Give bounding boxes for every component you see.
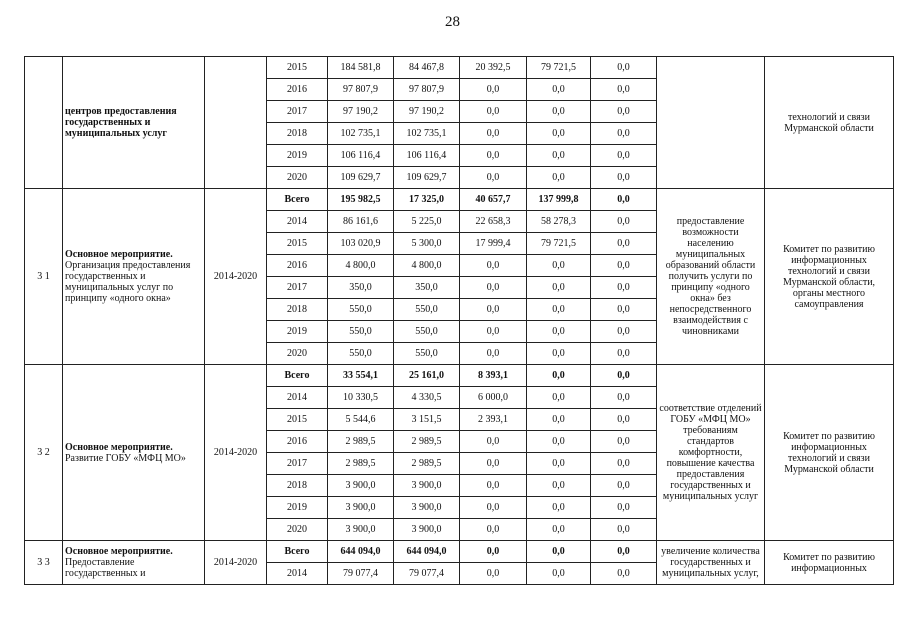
- expected-result: соответствие отделений ГОБУ «МФЦ МО» требованиям стандартов комфортности, повышение качества предоставления государственных и муниципальных услуг: [657, 365, 765, 541]
- amount-cell: 0,0: [591, 211, 657, 233]
- amount-cell: 58 278,3: [527, 211, 591, 233]
- amount-cell: 106 116,4: [394, 145, 460, 167]
- amount-cell: 97 807,9: [328, 79, 394, 101]
- amount-cell: 0,0: [460, 343, 527, 365]
- amount-cell: 22 658,3: [460, 211, 527, 233]
- amount-cell: 5 225,0: [394, 211, 460, 233]
- year-cell: 2015: [267, 57, 328, 79]
- year-cell: 2014: [267, 387, 328, 409]
- amount-cell: 0,0: [591, 475, 657, 497]
- amount-cell: 0,0: [460, 79, 527, 101]
- amount-cell: 3 900,0: [394, 497, 460, 519]
- amount-cell: 0,0: [527, 519, 591, 541]
- amount-cell: 0,0: [527, 409, 591, 431]
- amount-cell: 2 989,5: [328, 431, 394, 453]
- amount-cell: 184 581,8: [328, 57, 394, 79]
- year-cell: 2015: [267, 409, 328, 431]
- amount-cell: 0,0: [591, 497, 657, 519]
- measure-name: [63, 541, 205, 585]
- amount-cell: 0,0: [527, 475, 591, 497]
- amount-cell: 10 330,5: [328, 387, 394, 409]
- measure-name-bold: Основное мероприятие.: [65, 546, 173, 557]
- year-cell: 2017: [267, 277, 328, 299]
- amount-cell: 20 392,5: [460, 57, 527, 79]
- amount-cell: 106 116,4: [328, 145, 394, 167]
- amount-cell: 0,0: [591, 79, 657, 101]
- year-cell: 2014: [267, 211, 328, 233]
- amount-cell: 0,0: [460, 299, 527, 321]
- amount-cell: 97 807,9: [394, 79, 460, 101]
- amount-cell: 0,0: [527, 145, 591, 167]
- amount-cell: 4 330,5: [394, 387, 460, 409]
- year-cell: 2016: [267, 431, 328, 453]
- amount-cell: 0,0: [527, 299, 591, 321]
- amount-cell: 4 800,0: [394, 255, 460, 277]
- amount-cell: 3 900,0: [394, 519, 460, 541]
- year-cell: 2020: [267, 343, 328, 365]
- amount-cell: 3 151,5: [394, 409, 460, 431]
- amount-cell: 0,0: [591, 409, 657, 431]
- amount-cell: 25 161,0: [394, 365, 460, 387]
- period: 2014-2020: [205, 189, 267, 365]
- page-number: 28: [445, 14, 460, 30]
- amount-cell: 0,0: [591, 453, 657, 475]
- amount-cell: 0,0: [460, 101, 527, 123]
- executor: Комитет по развитию информационных технологий и связи Мурманской области: [765, 365, 894, 541]
- row-index: [25, 57, 63, 189]
- amount-cell: 79 077,4: [394, 563, 460, 585]
- amount-cell: 550,0: [394, 299, 460, 321]
- amount-cell: 102 735,1: [328, 123, 394, 145]
- amount-cell: 0,0: [460, 519, 527, 541]
- period: 2014-2020: [205, 365, 267, 541]
- amount-cell: 33 554,1: [328, 365, 394, 387]
- amount-cell: 0,0: [591, 101, 657, 123]
- amount-cell: 0,0: [527, 365, 591, 387]
- measure-name-bold: Основное мероприятие.: [65, 249, 173, 260]
- amount-cell: 550,0: [328, 343, 394, 365]
- row-index: 3 3: [25, 541, 63, 585]
- year-cell: 2014: [267, 563, 328, 585]
- amount-cell: 84 467,8: [394, 57, 460, 79]
- measure-name-text: Развитие ГОБУ «МФЦ МО»: [65, 452, 186, 464]
- measure-name: [63, 365, 205, 541]
- amount-cell: 6 000,0: [460, 387, 527, 409]
- amount-cell: 0,0: [527, 541, 591, 563]
- amount-cell: 0,0: [527, 343, 591, 365]
- amount-cell: 0,0: [460, 541, 527, 563]
- amount-cell: 40 657,7: [460, 189, 527, 211]
- table-row: [25, 541, 894, 563]
- amount-cell: 0,0: [591, 189, 657, 211]
- measure-name-bold: центров предоставления государственных и муниципальных услуг: [65, 106, 177, 139]
- amount-cell: 109 629,7: [328, 167, 394, 189]
- year-cell: 2016: [267, 255, 328, 277]
- amount-cell: 3 900,0: [328, 475, 394, 497]
- amount-cell: 550,0: [328, 299, 394, 321]
- year-cell: 2017: [267, 101, 328, 123]
- amount-cell: 0,0: [591, 57, 657, 79]
- amount-cell: 2 989,5: [394, 431, 460, 453]
- amount-cell: 195 982,5: [328, 189, 394, 211]
- amount-cell: 2 989,5: [328, 453, 394, 475]
- amount-cell: 550,0: [328, 321, 394, 343]
- expected-result: увеличение количества государственных и муниципальных услуг,: [657, 541, 765, 585]
- measure-name: [63, 57, 205, 189]
- expected-result: предоставление возможности населению муниципальных образований области получить услуги по принципу «одного окна» без непосредственного взаимодействия с чиновниками: [657, 189, 765, 365]
- row-index: 3 2: [25, 365, 63, 541]
- amount-cell: 3 900,0: [328, 497, 394, 519]
- amount-cell: 644 094,0: [328, 541, 394, 563]
- amount-cell: 0,0: [591, 343, 657, 365]
- amount-cell: 644 094,0: [394, 541, 460, 563]
- measure-name-bold: Основное мероприятие.: [65, 441, 173, 453]
- amount-cell: 17 325,0: [394, 189, 460, 211]
- executor: Комитет по развитию информационных: [765, 541, 894, 585]
- amount-cell: 97 190,2: [394, 101, 460, 123]
- amount-cell: 0,0: [591, 123, 657, 145]
- amount-cell: 2 393,1: [460, 409, 527, 431]
- amount-cell: 0,0: [460, 475, 527, 497]
- amount-cell: 0,0: [527, 123, 591, 145]
- year-cell: Всего: [267, 541, 328, 563]
- amount-cell: 0,0: [460, 321, 527, 343]
- table-row: [25, 57, 894, 79]
- amount-cell: 2 989,5: [394, 453, 460, 475]
- amount-cell: 0,0: [591, 145, 657, 167]
- amount-cell: 0,0: [591, 431, 657, 453]
- amount-cell: 0,0: [460, 145, 527, 167]
- program-funding-table: [24, 56, 894, 585]
- amount-cell: 3 900,0: [394, 475, 460, 497]
- amount-cell: 79 721,5: [527, 57, 591, 79]
- amount-cell: 0,0: [460, 497, 527, 519]
- measure-name: [63, 189, 205, 365]
- amount-cell: 350,0: [394, 277, 460, 299]
- amount-cell: 5 544,6: [328, 409, 394, 431]
- amount-cell: 0,0: [460, 123, 527, 145]
- amount-cell: 0,0: [591, 519, 657, 541]
- year-cell: 2017: [267, 453, 328, 475]
- period: 2014-2020: [205, 541, 267, 585]
- executor: технологий и связи Мурманской области: [765, 57, 894, 189]
- amount-cell: 0,0: [591, 167, 657, 189]
- amount-cell: 0,0: [591, 255, 657, 277]
- amount-cell: 0,0: [527, 101, 591, 123]
- year-cell: 2016: [267, 79, 328, 101]
- year-cell: Всего: [267, 189, 328, 211]
- amount-cell: 0,0: [460, 167, 527, 189]
- table-row: [25, 189, 894, 211]
- amount-cell: 97 190,2: [328, 101, 394, 123]
- amount-cell: 0,0: [527, 453, 591, 475]
- amount-cell: 550,0: [394, 321, 460, 343]
- year-cell: 2018: [267, 475, 328, 497]
- amount-cell: 79 077,4: [328, 563, 394, 585]
- amount-cell: 0,0: [527, 277, 591, 299]
- year-cell: 2019: [267, 145, 328, 167]
- amount-cell: 0,0: [460, 277, 527, 299]
- amount-cell: 0,0: [591, 387, 657, 409]
- amount-cell: 0,0: [591, 563, 657, 585]
- amount-cell: 3 900,0: [328, 519, 394, 541]
- amount-cell: 0,0: [460, 453, 527, 475]
- amount-cell: 17 999,4: [460, 233, 527, 255]
- amount-cell: 0,0: [460, 431, 527, 453]
- amount-cell: 0,0: [460, 563, 527, 585]
- executor: Комитет по развитию информационных технологий и связи Мурманской области, органы местного самоуправления: [765, 189, 894, 365]
- expected-result: [657, 57, 765, 189]
- amount-cell: 0,0: [527, 497, 591, 519]
- table-row: [25, 365, 894, 387]
- amount-cell: 0,0: [591, 321, 657, 343]
- amount-cell: 0,0: [527, 321, 591, 343]
- amount-cell: 0,0: [527, 167, 591, 189]
- amount-cell: 0,0: [591, 277, 657, 299]
- amount-cell: 4 800,0: [328, 255, 394, 277]
- amount-cell: 0,0: [527, 563, 591, 585]
- year-cell: 2018: [267, 123, 328, 145]
- amount-cell: 0,0: [527, 255, 591, 277]
- amount-cell: 0,0: [591, 541, 657, 563]
- measure-name-text: Предоставление государственных и: [65, 557, 146, 579]
- amount-cell: 0,0: [527, 431, 591, 453]
- measure-name-text: Организация предоставления государственных и муниципальных услуг по принципу «одного окна»: [65, 260, 191, 304]
- amount-cell: 103 020,9: [328, 233, 394, 255]
- amount-cell: 550,0: [394, 343, 460, 365]
- year-cell: 2020: [267, 519, 328, 541]
- row-index: 3 1: [25, 189, 63, 365]
- amount-cell: 109 629,7: [394, 167, 460, 189]
- year-cell: Всего: [267, 365, 328, 387]
- amount-cell: 0,0: [527, 79, 591, 101]
- amount-cell: 79 721,5: [527, 233, 591, 255]
- amount-cell: 8 393,1: [460, 365, 527, 387]
- amount-cell: 350,0: [328, 277, 394, 299]
- amount-cell: 0,0: [591, 365, 657, 387]
- year-cell: 2015: [267, 233, 328, 255]
- amount-cell: 0,0: [527, 387, 591, 409]
- amount-cell: 137 999,8: [527, 189, 591, 211]
- period: [205, 57, 267, 189]
- amount-cell: 102 735,1: [394, 123, 460, 145]
- year-cell: 2020: [267, 167, 328, 189]
- amount-cell: 5 300,0: [394, 233, 460, 255]
- amount-cell: 86 161,6: [328, 211, 394, 233]
- year-cell: 2018: [267, 299, 328, 321]
- year-cell: 2019: [267, 321, 328, 343]
- amount-cell: 0,0: [591, 233, 657, 255]
- amount-cell: 0,0: [460, 255, 527, 277]
- year-cell: 2019: [267, 497, 328, 519]
- amount-cell: 0,0: [591, 299, 657, 321]
